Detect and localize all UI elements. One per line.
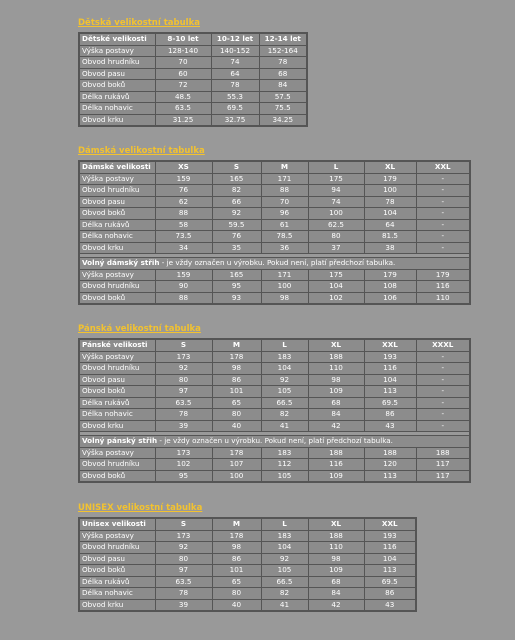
measurement-label: Výška postavy xyxy=(79,447,155,459)
measurement-value: - xyxy=(416,363,470,375)
size-column-header: L xyxy=(308,161,364,173)
size-label-header: Dámské velikosti xyxy=(79,161,155,173)
measurement-value: 178 xyxy=(212,447,261,459)
measurement-value: 61 xyxy=(261,219,308,231)
measurement-value: 165 xyxy=(212,269,261,281)
measurement-label: Obvod pasu xyxy=(79,553,155,565)
measurement-label: Obvod hrudníku xyxy=(79,542,155,554)
measurement-value: 82 xyxy=(261,588,308,600)
measurement-value: 64 xyxy=(211,68,259,80)
size-column-header: M xyxy=(261,161,308,173)
measurement-value: 57.5 xyxy=(259,91,307,103)
measurement-value: 40 xyxy=(212,420,261,432)
measurement-value: 179 xyxy=(364,269,416,281)
table-row xyxy=(79,219,470,231)
measurement-value: 82 xyxy=(261,409,308,421)
size-column-header: S xyxy=(212,161,261,173)
measurement-value: 109 xyxy=(308,386,364,398)
measurement-value: 104 xyxy=(364,208,416,220)
measurement-value: 78 xyxy=(259,57,307,69)
measurement-value: 110 xyxy=(416,292,470,304)
measurement-value: 66 xyxy=(212,196,261,208)
measurement-label: Obvod boků xyxy=(79,470,155,482)
men-section xyxy=(78,323,471,483)
size-column-header: S xyxy=(155,518,212,530)
size-column-header: 12-14 let xyxy=(259,33,307,45)
size-column-header: XXXL xyxy=(416,339,470,351)
measurement-value: 95 xyxy=(212,281,261,293)
table-row xyxy=(79,185,470,197)
measurement-value: 66.5 xyxy=(261,397,308,409)
women-section xyxy=(78,145,471,305)
measurement-value: 75.5 xyxy=(259,103,307,115)
measurement-value: 93 xyxy=(212,292,261,304)
measurement-label: Výška postavy xyxy=(79,45,155,57)
measurement-value: 113 xyxy=(364,470,416,482)
measurement-value: 41 xyxy=(261,599,308,611)
table-header-row xyxy=(79,518,416,530)
measurement-label: Výška postavy xyxy=(79,530,155,542)
measurement-label: Výška postavy xyxy=(79,173,155,185)
measurement-value: 78.5 xyxy=(261,231,308,243)
measurement-value: 101 xyxy=(212,565,261,577)
measurement-value: 173 xyxy=(155,351,212,363)
measurement-value: 140-152 xyxy=(211,45,259,57)
measurement-value: 183 xyxy=(261,447,308,459)
measurement-value: 81.5 xyxy=(364,231,416,243)
size-column-header: XXL xyxy=(416,161,470,173)
measurement-value: 92 xyxy=(155,542,212,554)
measurement-value: 104 xyxy=(261,363,308,375)
kids-size-table xyxy=(78,32,308,127)
measurement-value: 116 xyxy=(364,363,416,375)
measurement-value: 80 xyxy=(308,231,364,243)
measurement-value: 98 xyxy=(261,292,308,304)
measurement-value: 65 xyxy=(212,576,261,588)
measurement-value: 108 xyxy=(364,281,416,293)
measurement-value: 55.3 xyxy=(211,91,259,103)
measurement-value: 104 xyxy=(364,553,416,565)
measurement-value: 116 xyxy=(416,281,470,293)
table-row xyxy=(79,565,416,577)
unisex-size-table xyxy=(78,517,417,612)
measurement-value: 100 xyxy=(308,208,364,220)
measurement-value: 63.5 xyxy=(155,576,212,588)
measurement-value: 105 xyxy=(261,386,308,398)
measurement-value: 65 xyxy=(212,397,261,409)
measurement-value: 40 xyxy=(212,599,261,611)
measurement-value: 97 xyxy=(155,386,212,398)
measurement-value: 100 xyxy=(261,281,308,293)
measurement-value: 101 xyxy=(212,386,261,398)
size-column-header: XXL xyxy=(364,518,416,530)
measurement-value: 188 xyxy=(308,351,364,363)
measurement-value: 38 xyxy=(364,242,416,254)
measurement-label: Délka nohavic xyxy=(79,409,155,421)
measurement-value: 117 xyxy=(416,470,470,482)
measurement-value: 64 xyxy=(364,219,416,231)
measurement-value: 68 xyxy=(308,397,364,409)
size-column-header: XXL xyxy=(364,339,416,351)
measurement-value: 66.5 xyxy=(261,576,308,588)
measurement-value: 106 xyxy=(364,292,416,304)
table-row xyxy=(79,269,470,281)
measurement-value: 43 xyxy=(364,599,416,611)
table-row xyxy=(79,242,470,254)
measurement-label: Délka rukávů xyxy=(79,219,155,231)
measurement-value: 178 xyxy=(212,351,261,363)
loose-fit-note xyxy=(79,258,470,270)
table-header-row xyxy=(79,339,470,351)
measurement-label: Délka nohavic xyxy=(79,103,155,115)
measurement-value: 31.25 xyxy=(155,114,211,126)
measurement-value: 86 xyxy=(212,374,261,386)
measurement-value: 173 xyxy=(155,447,212,459)
size-column-header: M xyxy=(212,339,261,351)
measurement-label: Obvod boků xyxy=(79,80,155,92)
measurement-value: 62 xyxy=(155,196,212,208)
measurement-label: Délka rukávů xyxy=(79,91,155,103)
measurement-value: 80 xyxy=(212,588,261,600)
table-row xyxy=(79,80,307,92)
table-row xyxy=(79,374,470,386)
loose-fit-note-title: Volný pánský střih xyxy=(82,436,158,445)
measurement-value: 39 xyxy=(155,599,212,611)
size-label-header: Unisex velikosti xyxy=(79,518,155,530)
table-row xyxy=(79,420,470,432)
measurement-value: 159 xyxy=(155,173,212,185)
measurement-value: 70 xyxy=(261,196,308,208)
table-row xyxy=(79,363,470,375)
size-label-header: Dětské velikosti xyxy=(79,33,155,45)
measurement-value: 63.5 xyxy=(155,397,212,409)
measurement-value: 76 xyxy=(212,231,261,243)
measurement-value: 80 xyxy=(155,374,212,386)
table-row xyxy=(79,208,470,220)
measurement-value: 80 xyxy=(155,553,212,565)
measurement-value: 86 xyxy=(364,409,416,421)
measurement-value: 110 xyxy=(308,542,364,554)
measurement-label: Obvod krku xyxy=(79,114,155,126)
size-column-header: XS xyxy=(155,161,212,173)
measurement-value: 152-164 xyxy=(259,45,307,57)
measurement-value: 69.5 xyxy=(364,397,416,409)
measurement-value: 72 xyxy=(155,80,211,92)
measurement-value: 74 xyxy=(308,196,364,208)
kids-title: Dětská velikostní tabulka xyxy=(78,18,200,28)
measurement-label: Obvod hrudníku xyxy=(79,281,155,293)
measurement-value: 84 xyxy=(259,80,307,92)
measurement-value: - xyxy=(416,196,470,208)
table-row xyxy=(79,599,416,611)
measurement-value: 98 xyxy=(308,374,364,386)
measurement-value: 102 xyxy=(155,459,212,471)
loose-fit-note-row xyxy=(79,258,470,270)
measurement-value: 193 xyxy=(364,351,416,363)
measurement-value: 188 xyxy=(416,447,470,459)
measurement-value: - xyxy=(416,173,470,185)
measurement-value: - xyxy=(416,219,470,231)
table-row xyxy=(79,91,307,103)
measurement-value: 113 xyxy=(364,386,416,398)
measurement-label: Obvod hrudníku xyxy=(79,363,155,375)
measurement-value: 74 xyxy=(211,57,259,69)
table-row xyxy=(79,386,470,398)
table-row xyxy=(79,542,416,554)
measurement-value: 88 xyxy=(261,185,308,197)
table-row xyxy=(79,530,416,542)
measurement-value: 98 xyxy=(212,363,261,375)
measurement-value: 113 xyxy=(364,565,416,577)
size-column-header: 10-12 let xyxy=(211,33,259,45)
measurement-value: 43 xyxy=(364,420,416,432)
measurement-value: 112 xyxy=(261,459,308,471)
loose-fit-note-title: Volný dámský střih xyxy=(82,258,160,267)
measurement-value: 178 xyxy=(212,530,261,542)
measurement-label: Obvod boků xyxy=(79,208,155,220)
measurement-value: 188 xyxy=(364,447,416,459)
measurement-label: Délka rukávů xyxy=(79,576,155,588)
measurement-label: Délka nohavic xyxy=(79,231,155,243)
size-column-header: M xyxy=(212,518,261,530)
measurement-label: Obvod boků xyxy=(79,386,155,398)
measurement-value: 179 xyxy=(416,269,470,281)
measurement-value: 94 xyxy=(308,185,364,197)
measurement-value: 117 xyxy=(416,459,470,471)
measurement-value: 171 xyxy=(261,269,308,281)
size-label-header: Pánské velikosti xyxy=(79,339,155,351)
loose-fit-note-row xyxy=(79,436,470,448)
measurement-label: Obvod krku xyxy=(79,420,155,432)
measurement-value: 105 xyxy=(261,565,308,577)
measurement-value: 179 xyxy=(364,173,416,185)
measurement-value: 188 xyxy=(308,447,364,459)
men-size-table xyxy=(78,338,471,483)
men-title: Pánská velikostní tabulka xyxy=(78,324,201,334)
measurement-value: 84 xyxy=(308,588,364,600)
measurement-value: 128-140 xyxy=(155,45,211,57)
measurement-value: 39 xyxy=(155,420,212,432)
measurement-value: 165 xyxy=(212,173,261,185)
measurement-value: 60 xyxy=(155,68,211,80)
measurement-value: 82 xyxy=(212,185,261,197)
measurement-value: 78 xyxy=(364,196,416,208)
table-row xyxy=(79,576,416,588)
loose-fit-note-text: - je vždy označen u výrobku. Pokud není, platí předchozí tabulka. xyxy=(157,436,393,445)
table-header-row xyxy=(79,33,307,45)
measurement-value: 90 xyxy=(155,281,212,293)
measurement-label: Obvod boků xyxy=(79,565,155,577)
measurement-value: 116 xyxy=(308,459,364,471)
measurement-value: 97 xyxy=(155,565,212,577)
measurement-value: 62.5 xyxy=(308,219,364,231)
size-column-header: L xyxy=(261,339,308,351)
table-row xyxy=(79,68,307,80)
measurement-value: 100 xyxy=(364,185,416,197)
measurement-value: 34 xyxy=(155,242,212,254)
measurement-value: 120 xyxy=(364,459,416,471)
size-column-header: XL xyxy=(364,161,416,173)
measurement-label: Obvod pasu xyxy=(79,68,155,80)
measurement-value: - xyxy=(416,185,470,197)
measurement-value: 88 xyxy=(155,292,212,304)
measurement-value: 171 xyxy=(261,173,308,185)
kids-section xyxy=(78,17,308,127)
women-size-table xyxy=(78,160,471,305)
measurement-value: 78 xyxy=(155,409,212,421)
measurement-label: Obvod krku xyxy=(79,242,155,254)
measurement-label: Délka nohavic xyxy=(79,588,155,600)
unisex-section xyxy=(78,502,417,612)
measurement-value: 58 xyxy=(155,219,212,231)
measurement-value: 109 xyxy=(308,470,364,482)
measurement-value: 84 xyxy=(308,409,364,421)
measurement-value: 104 xyxy=(261,542,308,554)
measurement-value: - xyxy=(416,374,470,386)
measurement-value: 92 xyxy=(212,208,261,220)
measurement-value: 92 xyxy=(261,553,308,565)
measurement-value: 175 xyxy=(308,269,364,281)
measurement-value: 70 xyxy=(155,57,211,69)
unisex-title: UNISEX velikostní tabulka xyxy=(78,503,203,513)
measurement-value: 36 xyxy=(261,242,308,254)
measurement-label: Obvod krku xyxy=(79,599,155,611)
measurement-value: 86 xyxy=(212,553,261,565)
table-row xyxy=(79,409,470,421)
measurement-value: 69.5 xyxy=(364,576,416,588)
measurement-value: 86 xyxy=(364,588,416,600)
measurement-value: 105 xyxy=(261,470,308,482)
table-header-row xyxy=(79,161,470,173)
measurement-value: 183 xyxy=(261,530,308,542)
measurement-label: Obvod pasu xyxy=(79,374,155,386)
measurement-value: 193 xyxy=(364,530,416,542)
table-row xyxy=(79,281,470,293)
measurement-value: 109 xyxy=(308,565,364,577)
measurement-value: - xyxy=(416,409,470,421)
measurement-value: 88 xyxy=(155,208,212,220)
measurement-value: 34.25 xyxy=(259,114,307,126)
loose-fit-note-text: - je vždy označen u výrobku. Pokud není, platí předchozí tabulka. xyxy=(159,258,396,267)
table-row xyxy=(79,447,470,459)
table-row xyxy=(79,459,470,471)
measurement-value: 107 xyxy=(212,459,261,471)
size-column-header: 8-10 let xyxy=(155,33,211,45)
measurement-value: 92 xyxy=(261,374,308,386)
table-row xyxy=(79,553,416,565)
measurement-value: 41 xyxy=(261,420,308,432)
measurement-value: 95 xyxy=(155,470,212,482)
measurement-value: - xyxy=(416,351,470,363)
measurement-value: 42 xyxy=(308,420,364,432)
measurement-label: Obvod hrudníku xyxy=(79,459,155,471)
measurement-value: 76 xyxy=(155,185,212,197)
measurement-label: Obvod hrudníku xyxy=(79,185,155,197)
measurement-value: 159 xyxy=(155,269,212,281)
measurement-value: 92 xyxy=(155,363,212,375)
measurement-value: - xyxy=(416,397,470,409)
measurement-label: Obvod hrudníku xyxy=(79,57,155,69)
measurement-value: 104 xyxy=(308,281,364,293)
measurement-label: Obvod boků xyxy=(79,292,155,304)
size-column-header: XL xyxy=(308,339,364,351)
table-row xyxy=(79,292,470,304)
measurement-value: 37 xyxy=(308,242,364,254)
table-row xyxy=(79,45,307,57)
measurement-value: - xyxy=(416,231,470,243)
measurement-value: 78 xyxy=(155,588,212,600)
measurement-label: Výška postavy xyxy=(79,269,155,281)
measurement-value: 59.5 xyxy=(212,219,261,231)
measurement-value: 42 xyxy=(308,599,364,611)
measurement-value: 73.5 xyxy=(155,231,212,243)
measurement-value: 110 xyxy=(308,363,364,375)
measurement-value: - xyxy=(416,208,470,220)
table-row xyxy=(79,470,470,482)
measurement-value: 68 xyxy=(308,576,364,588)
measurement-value: - xyxy=(416,420,470,432)
table-row xyxy=(79,397,470,409)
table-row xyxy=(79,196,470,208)
measurement-value: 98 xyxy=(308,553,364,565)
measurement-value: - xyxy=(416,242,470,254)
measurement-label: Obvod pasu xyxy=(79,196,155,208)
measurement-value: 32.75 xyxy=(211,114,259,126)
measurement-value: 96 xyxy=(261,208,308,220)
measurement-value: 183 xyxy=(261,351,308,363)
table-row xyxy=(79,103,307,115)
measurement-value: 78 xyxy=(211,80,259,92)
measurement-value: 173 xyxy=(155,530,212,542)
measurement-value: 104 xyxy=(364,374,416,386)
measurement-value: 68 xyxy=(259,68,307,80)
measurement-value: 175 xyxy=(308,173,364,185)
size-column-header: XL xyxy=(308,518,364,530)
measurement-value: 98 xyxy=(212,542,261,554)
measurement-value: 116 xyxy=(364,542,416,554)
size-column-header: L xyxy=(261,518,308,530)
measurement-value: 80 xyxy=(212,409,261,421)
women-title: Dámská velikostní tabulka xyxy=(78,146,205,156)
loose-fit-note xyxy=(79,436,470,448)
table-row xyxy=(79,588,416,600)
measurement-label: Délka rukávů xyxy=(79,397,155,409)
measurement-value: 69.5 xyxy=(211,103,259,115)
table-row xyxy=(79,351,470,363)
measurement-value: 63.5 xyxy=(155,103,211,115)
measurement-value: 102 xyxy=(308,292,364,304)
measurement-label: Výška postavy xyxy=(79,351,155,363)
measurement-value: 35 xyxy=(212,242,261,254)
size-column-header: S xyxy=(155,339,212,351)
table-row xyxy=(79,114,307,126)
table-row xyxy=(79,173,470,185)
measurement-value: 100 xyxy=(212,470,261,482)
measurement-value: 48.5 xyxy=(155,91,211,103)
table-row xyxy=(79,57,307,69)
table-row xyxy=(79,231,470,243)
measurement-value: 188 xyxy=(308,530,364,542)
measurement-value: - xyxy=(416,386,470,398)
